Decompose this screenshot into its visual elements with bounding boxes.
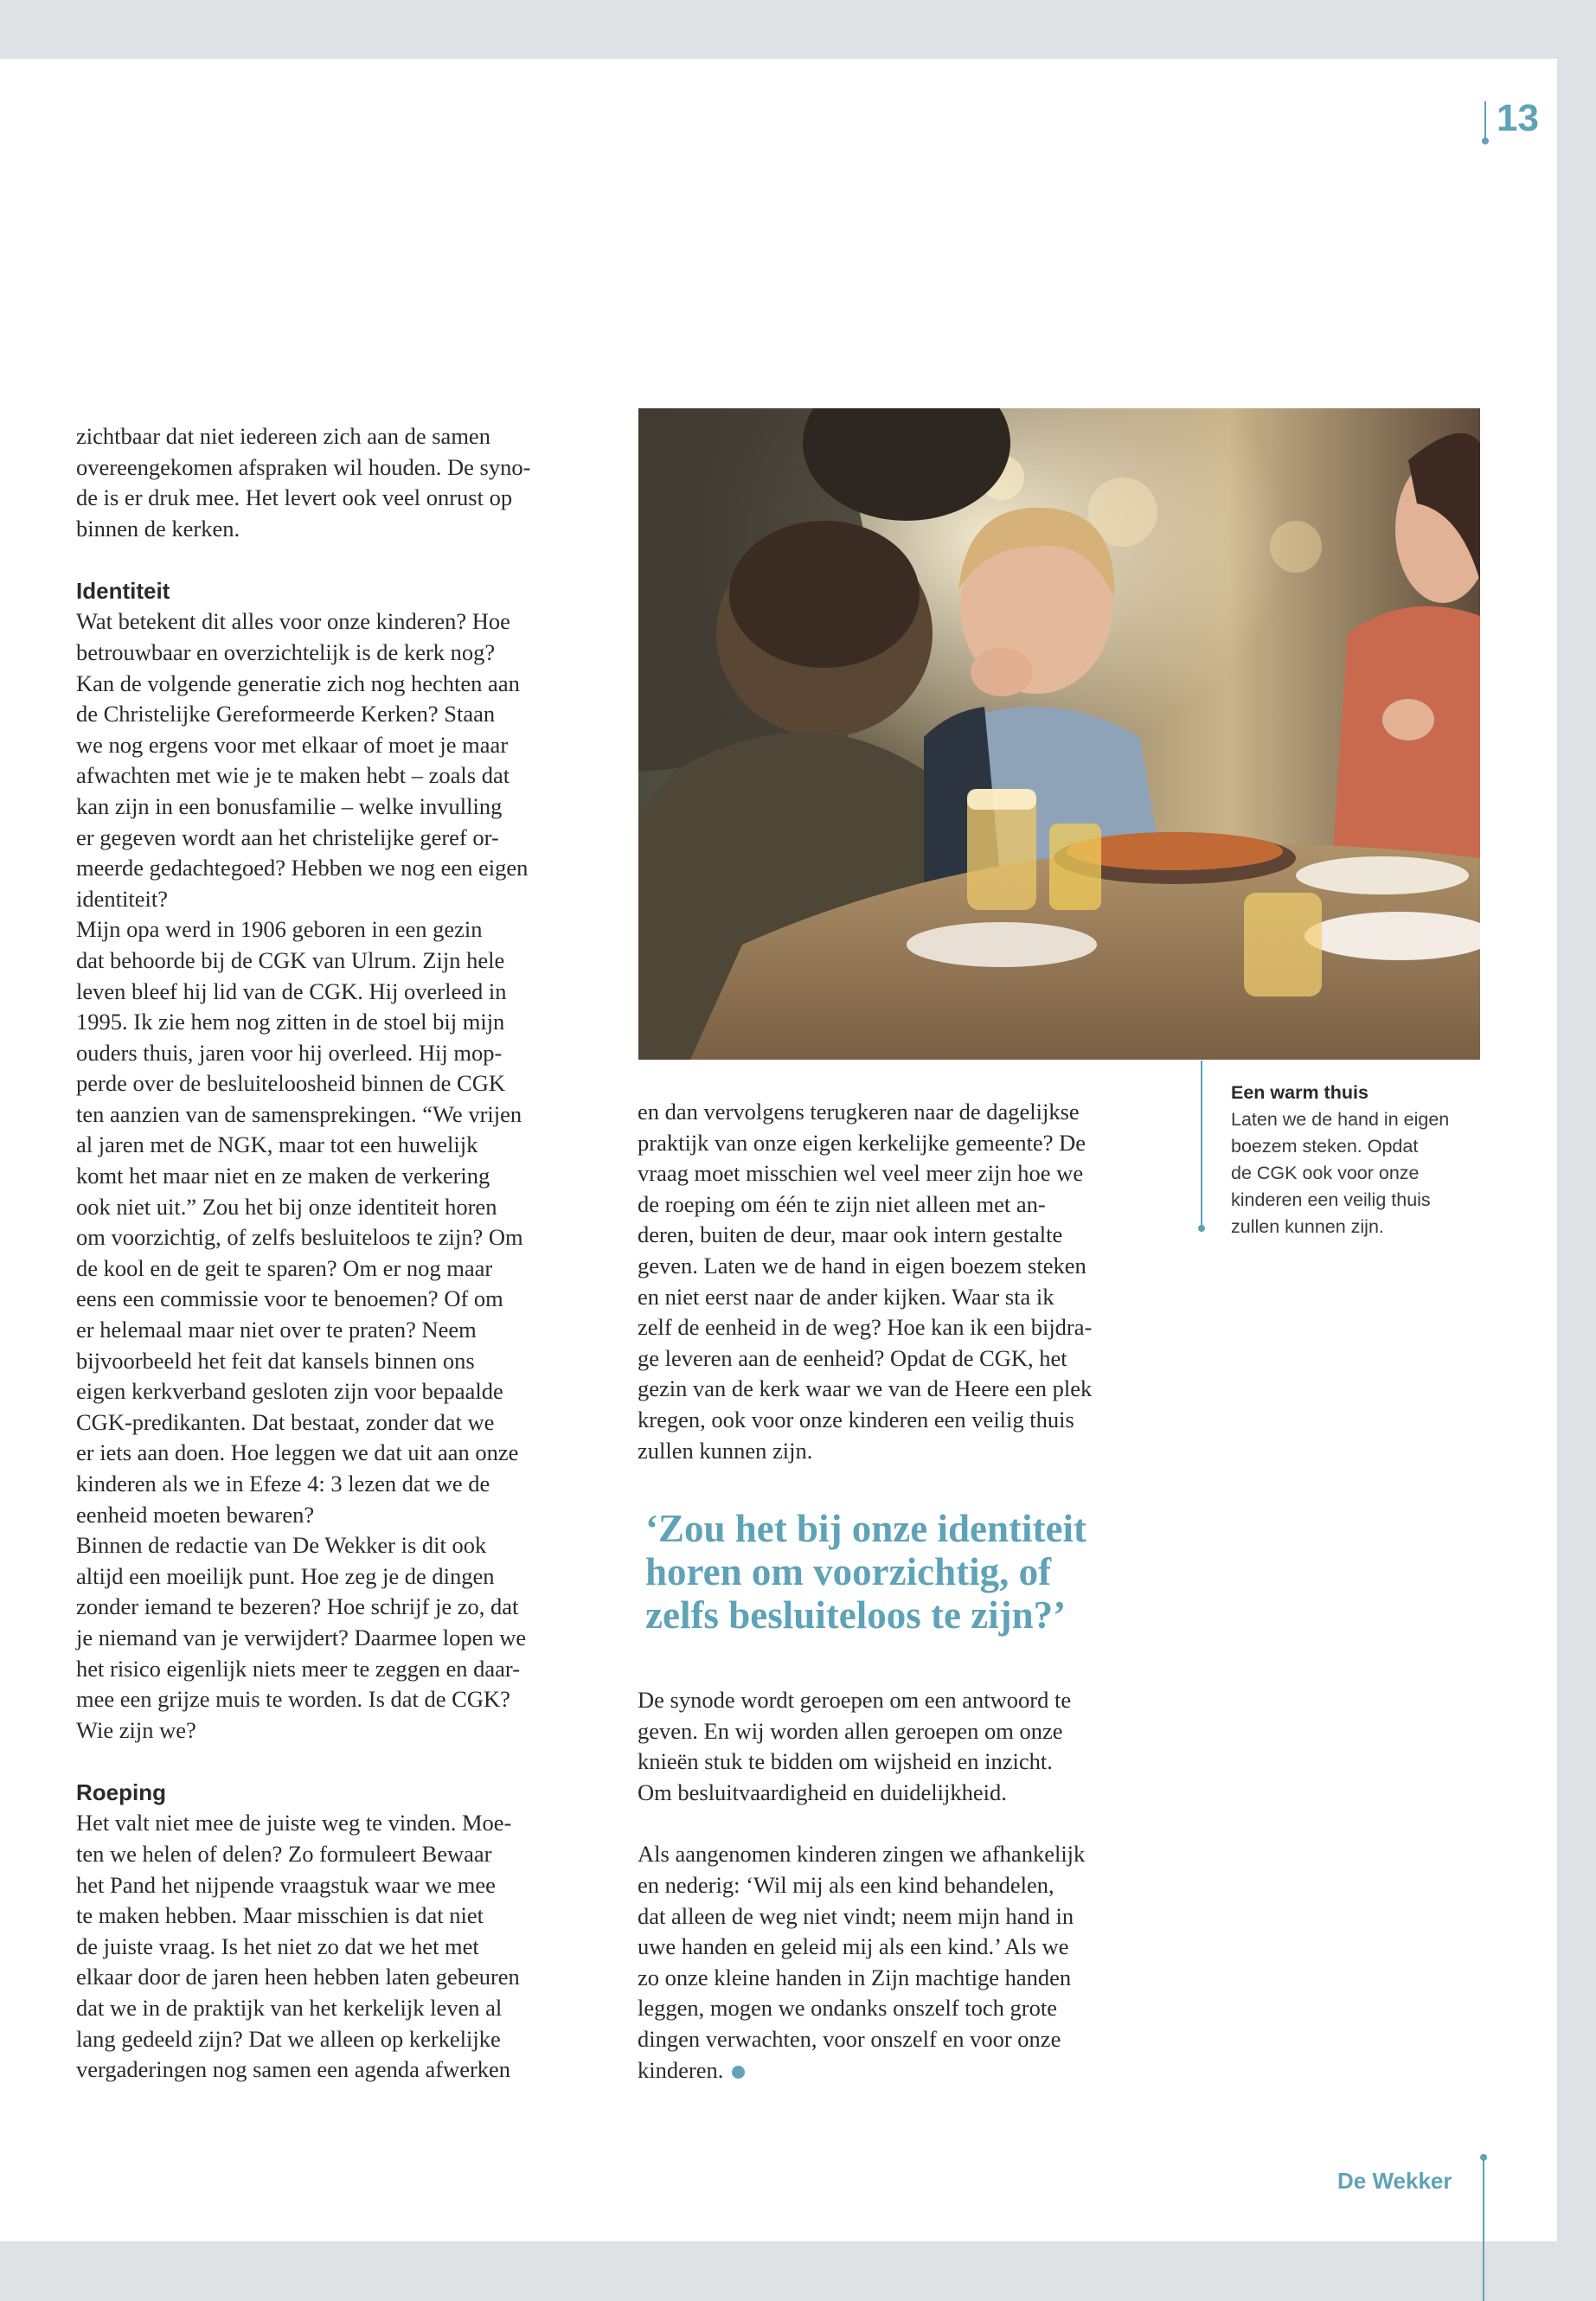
footer-rule: [1483, 2161, 1484, 2301]
family-dinner-illustration: [638, 408, 1480, 1060]
heading-identiteit: Identiteit: [76, 578, 170, 605]
paragraph-identiteit-3: Binnen de redactie van De Wekker is dit ook altijd een moeilijk punt. Hoe zeg je de dingen zonder iemand te bezeren? Hoe schrijf je zo, dat je niemand van je verwijdert? Daarmee lopen we het risico eigenlijk niets meer te zeggen en daar- mee een grijze muis te worden. Is dat de CGK? Wie zijn we?: [76, 1532, 527, 1743]
paragraph-identiteit-2: Mijn opa werd in 1906 geboren in een gezin dat behoorde bij de CGK van Ulrum. Zijn hele leven bleef hij lid van de CGK. Hij overleed in 1995. Ik zie hem nog zitten in de stoel bij mijn ouders thuis, jaren voor hij overleed. Hij mop- perde over de besluiteloosheid binnen de CGK ten aanzien van de samensprekingen. “We vrijen al jaren met de NGK, maar tot een huwelijk komt het maar niet en ze maken de verkering ook niet uit.” Zou het bij onze identiteit horen om voorzichtig, of zelfs besluiteloos te zijn? Om de kool en de geit te sparen? Om er nog maar eens een commissie voor te benoemen? Of om er helemaal maar niet over te praten? Neem bijvoorbeeld het feit dat kansels binnen ons eigen kerkverband gesloten zijn voor bepaalde CGK-predikanten. Dat bestaat, zonder dat we er iets aan doen. Hoe leggen we dat uit aan onze kinderen als we in Efeze 4: 3 lezen dat we de eenheid moeten bewaren?: [76, 916, 523, 1528]
end-mark-dot: [732, 2066, 745, 2079]
intro-paragraph: zichtbaar dat niet iedereen zich aan de samen overeengekomen afspraken wil houden. De syno- de is er druk mee. Het levert ook veel onrust op binnen de kerken.: [76, 423, 531, 542]
paragraph-continued: en dan vervolgens terugkeren naar de dagelijkse praktijk van onze eigen kerkelijke gemeente? De vraag moet misschien wel veel meer zijn hoe we de roeping om één te zijn niet alleen met an- deren, buiten de deur, maar ook intern gestalte geven. Laten we de hand in eigen boezem steken en niet eerst naar de ander kijken. Waar sta ik zelf de eenheid in de weg? Hoe kan ik een bijdra- ge leveren aan de eenheid? Opdat de CGK, het gezin van de kerk waar we van de Heere een plek kregen, ook voor onze kinderen een veilig thuis zullen kunnen zijn.: [638, 1099, 1093, 1464]
photo-caption: [1201, 1080, 1525, 1240]
caption-title: Een warm thuis: [1231, 1082, 1368, 1103]
paragraph-synode: De synode wordt geroepen om een antwoord te geven. En wij worden allen geroepen om onze knieën stuk te bidden om wijsheid en inzicht. Om besluitvaardigheid en duidelijkheid.: [638, 1687, 1072, 1805]
page-number-text: 13: [1497, 97, 1539, 139]
footer-magazine-name: De Wekker: [1337, 2168, 1452, 2194]
caption-text: Laten we de hand in eigen boezem steken. Opdat de CGK ook voor onze kinderen een veilig thuis zullen kunnen zijn.: [1231, 1109, 1450, 1237]
article-column-2-end: [638, 1685, 1174, 2086]
heading-roeping: Roeping: [76, 1779, 166, 1806]
page-number-dot: [1482, 138, 1489, 144]
paragraph-slot-text: Als aangenomen kinderen zingen we afhankelijk en nederig: ‘Wil mij als een kind behandelen, dat alleen de weg niet vindt; neem mijn hand in uwe handen en geleid mij als een kind.’ Als we zo onze kleine handen in Zijn machtige handen leggen, mogen we ondanks onszelf toch grote dingen verwachten, voor onszelf en voor onze kinderen.: [638, 1841, 1086, 2083]
article-column-2: [638, 1097, 1174, 1466]
caption-rule: [1201, 1061, 1202, 1228]
page-number: [1484, 99, 1539, 138]
pull-quote: ‘Zou het bij onze identiteit horen om voorzichtig, of zelfs besluiteloos te zijn?’: [645, 1507, 1086, 1637]
paragraph-identiteit-1: Wat betekent dit alles voor onze kinderen? Hoe betrouwbaar en overzichtelijk is de kerk nog? Kan de volgende generatie zich nog hechten aan de Christelijke Gereformeerde Kerken? Staan we nog ergens voor met elkaar of moet je maar afwachten met wie je te maken hebt – zoals dat kan zijn in een bonusfamilie – welke invulling er gegeven wordt aan het christelijke geref or- meerde gedachtegoed? Hebben we nog een eigen identiteit?: [76, 608, 529, 912]
article-column-1: [76, 421, 612, 2086]
paragraph-slot: [638, 1839, 1174, 2086]
paragraph-roeping: Het valt niet mee de juiste weg te vinden. Moe- ten we helen of delen? Zo formuleert Bewaar het Pand het nijpende vraagstuk waar we mee te maken hebben. Maar misschien is dat niet de juiste vraag. Is het niet zo dat we het met elkaar door de jaren heen hebben laten gebeuren dat we in de praktijk van het kerkelijk leven al lang gedeeld zijn? Dat we alleen op kerkelijke vergaderingen nog samen een agenda afwerken: [76, 1810, 520, 2083]
family-dinner-photo: [638, 408, 1480, 1060]
caption-dot: [1198, 1225, 1205, 1232]
footer-dot: [1480, 2154, 1487, 2161]
page-number-rule: [1484, 101, 1486, 139]
